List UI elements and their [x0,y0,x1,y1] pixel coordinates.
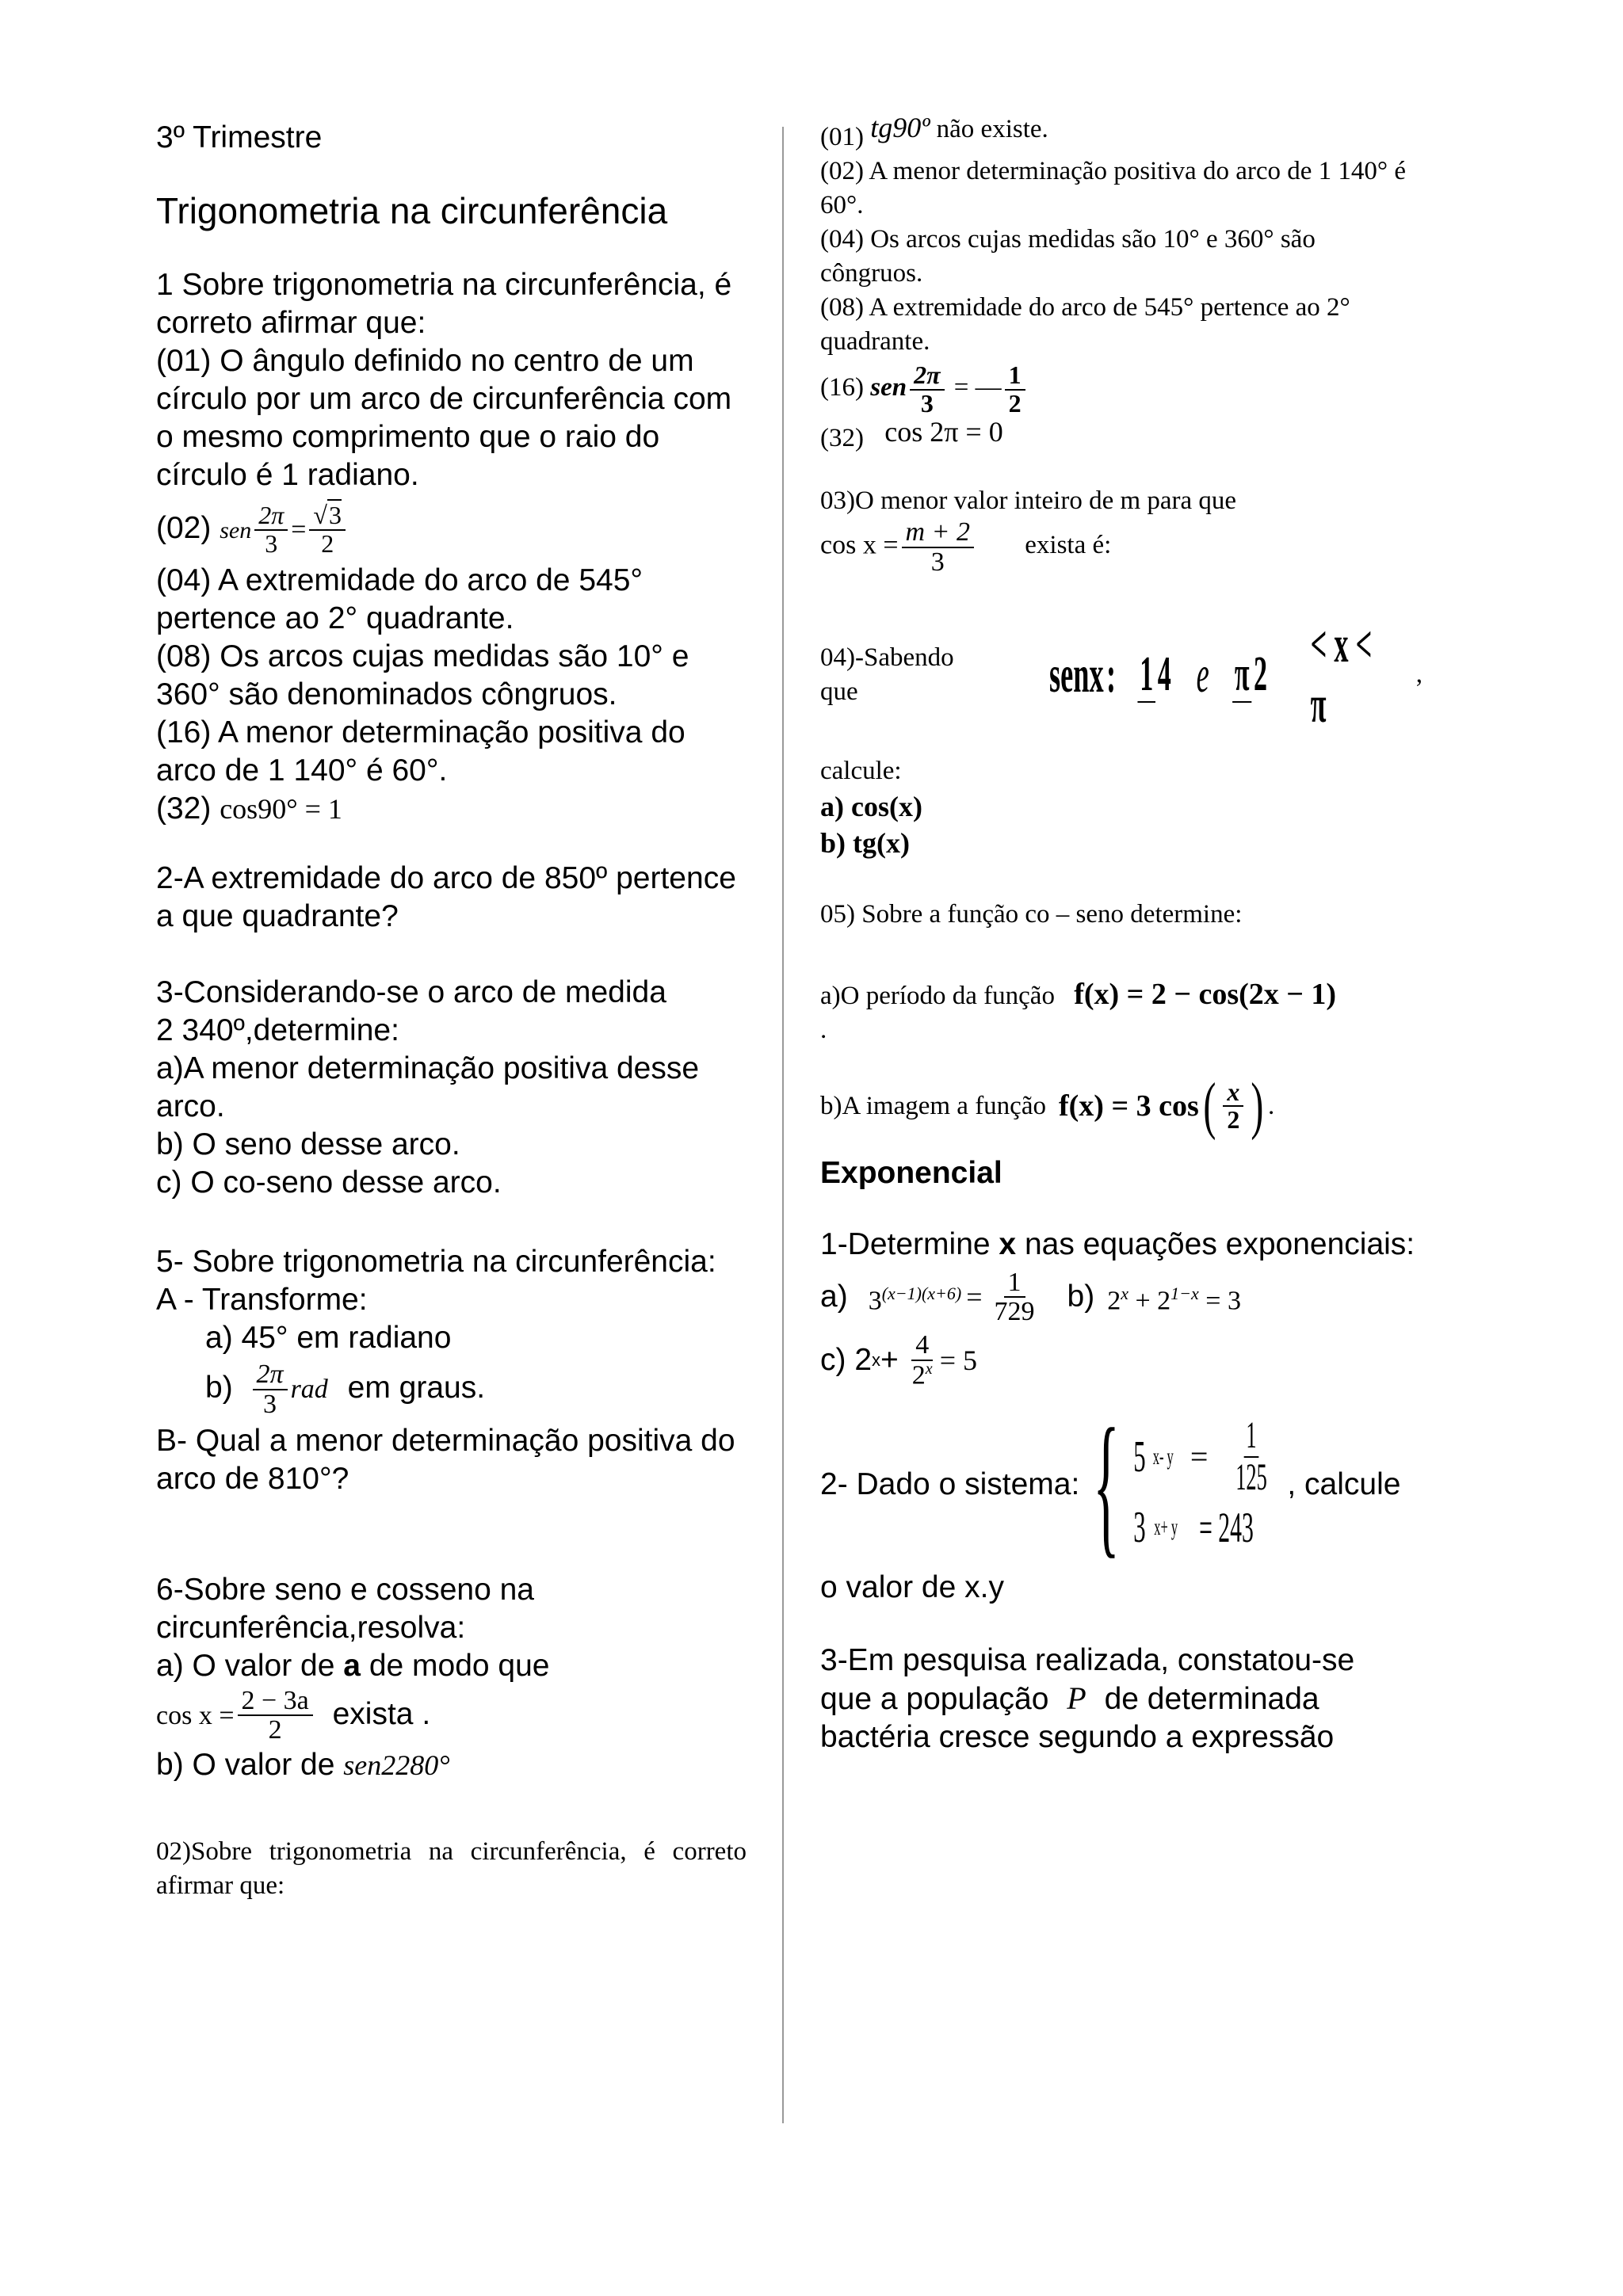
q6-a-formula: cos x = $\frac{2 - 3a}{2}$ exista . [156,1685,431,1745]
q5-a: a) 45° em radiano [205,1321,452,1356]
q1-item-04: (04) A extremidade do arco de 545° pertence ao 2° quadrante. [156,563,643,636]
section-title-exponencial: Exponencial [820,1155,1002,1190]
left-column [156,119,747,1903]
exp-q1: 1-Determine x nas equações exponenciais: [820,1226,1415,1261]
q1-item-32: (32) cos90° = 1 [156,791,342,826]
question-6 [156,1571,747,1784]
question-04 [820,615,1423,734]
q1-item-02: (02) sen $\frac{2\pi}{3}$ = $\frac{√3}{2}$ [156,502,747,557]
q04-b: b) tg(x) [820,826,910,859]
exp-q2-last: o valor de x.y [820,1569,1004,1604]
r-item-08: (08) A extremidade do arco de 545° pertence ao 2° quadrante. [820,293,1350,356]
trig-items [820,112,1423,456]
q3-b: b) O seno desse arco. [156,1127,460,1162]
page-title: Trigonometria na circunferência [156,190,668,231]
trimester-header: 3º Trimestre [156,120,323,154]
r-item-32: (32) cos 2π = 0 [820,416,1003,453]
q3-line-2: 2 340º,determine: [156,1013,399,1048]
q1-item-08: (08) Os arcos cujas medidas são 10° e 360° são denominados côngruos. [156,639,689,712]
q6-b: b) O valor de sen2280° [156,1747,450,1782]
q04-intro: 04)-Sabendo que [820,643,954,706]
q5-part-A: A - Transforme: [156,1283,368,1318]
q05-a-dot: . [820,1015,827,1044]
q3-line-1: 3-Considerando-se o arco de medida [156,975,666,1010]
column-divider [782,127,784,2123]
q5-b: b) $\frac{2\pi}{3}$ rad em graus. [205,1360,486,1419]
q6-intro: 6-Sobre seno e cosseno na circunferência,resolva: [156,1572,534,1645]
q03-formula: cos x = $\frac{m + 2}{3}$ exista é: [820,517,1112,577]
r-item-16: (16) sen $\frac{2\pi}{3}$ = — $\frac{1}{2}$ [820,362,1423,417]
q3-c: c) O co-seno desse arco. [156,1165,502,1200]
exp-q1-ab: a) $3^{(x-1)(x+6)}$ = $\frac{1}{729}$ b) $2^x + 2^{1-x} = 3$ [820,1267,1241,1327]
q05-a: a)O período da função f(x) = 2 − cos(2x − 1) [820,977,1337,1011]
exp-q2: 2- Dado o sistema: { 5 x- y = $\frac{1}{125}$ 3 x+ y = 243 , calcule [820,1396,1401,1572]
question-5 [156,1243,747,1497]
right-column [820,112,1423,1756]
q1-item-01: (01) O ângulo definido no centro de um círculo por um arco de circunferência com o mesmo comprimento que o raio do círculo é 1 radiano. [156,344,732,492]
question-1 [156,266,747,828]
question-03 [820,484,1423,576]
q05-intro: 05) Sobre a função co – seno determine: [820,899,1243,929]
question-2: 2-A extremidade do arco de 850º pertence a que quadrante? [156,861,736,934]
q6-a: a) O valor de a de modo que [156,1648,550,1683]
r-item-01: (01) tg90º não existe. [820,112,1048,151]
q05-b: b)A imagem a função f(x) = 3 cos ( $\frac{x}{2}$ ) . [820,1070,1275,1141]
q04-condition: senx : 14 e π2 < x < π , [1049,615,1423,734]
q04-calc: calcule: [820,756,902,785]
q04-parts [820,754,1423,861]
question-02-trig: 02)Sobre trigonometria na circunferência, é correto afirmar que: [156,1836,747,1900]
q5-intro: 5- Sobre trigonometria na circunferência: [156,1245,716,1280]
q1-item-16: (16) A menor determinação positiva do arco de 1 140° é 60°. [156,715,685,788]
q5-part-B: B- Qual a menor determinação positiva do arco de 810°? [156,1423,735,1496]
exp-q3: 3-Em pesquisa realizada, constatou-se que a população P de determinada bactéria cresce segundo a expressão [820,1642,1355,1754]
r-item-04: (04) Os arcos cujas medidas são 10° e 360° são côngruos. [820,225,1316,288]
exp-q1-c: c) 2 x + $\frac{4}{2^x}$ = 5 [820,1330,977,1390]
question-3 [156,974,747,1202]
r-item-02: (02) A menor determinação positiva do arco de 1 140° é 60°. [820,157,1406,219]
q1-intro: 1 Sobre trigonometria na circunferência, é correto afirmar que: [156,268,732,340]
q03-text: 03)O menor valor inteiro de m para que [820,486,1237,516]
q3-a: a)A menor determinação positiva desse arco. [156,1051,700,1124]
equation-system: 5 x- y = $\frac{1}{125}$ 3 x+ y = 243 [1133,1414,1268,1553]
exponencial-section [820,1154,1423,1756]
q04-a: a) cos(x) [820,790,922,822]
